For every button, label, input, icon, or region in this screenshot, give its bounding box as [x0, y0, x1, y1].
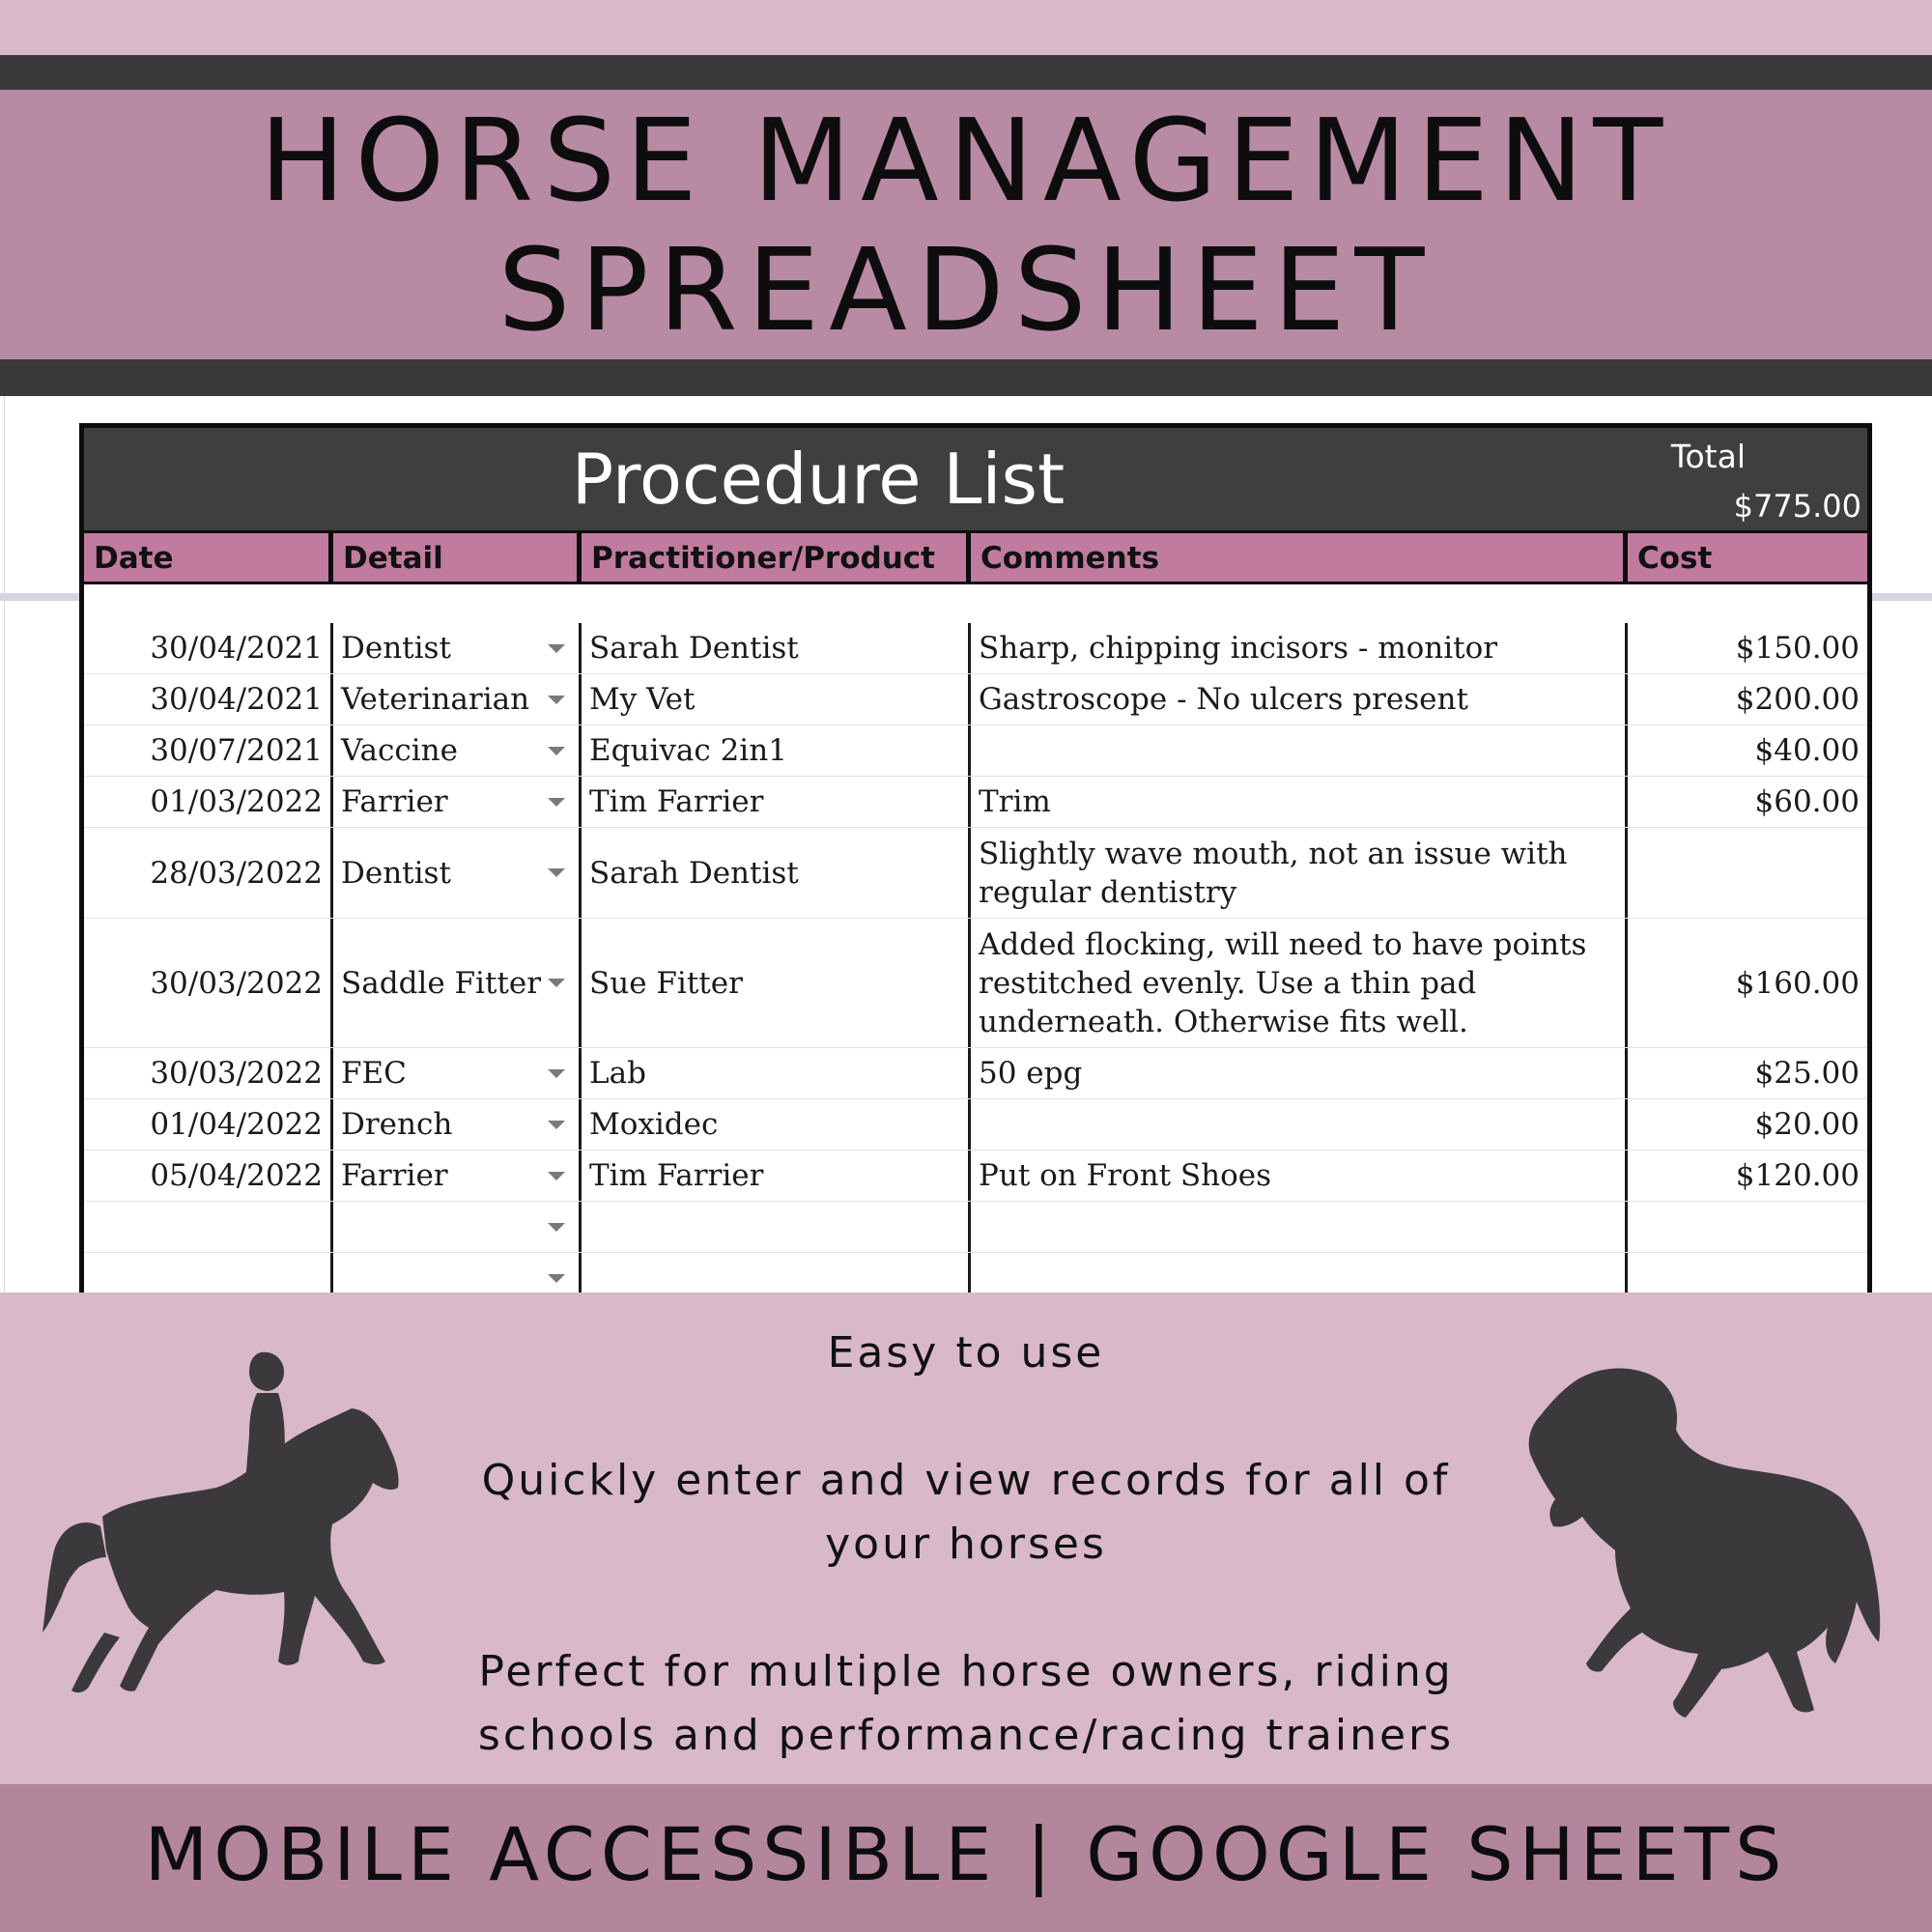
total-value[interactable]: $775.00	[1733, 488, 1861, 525]
cell-comments[interactable]	[971, 725, 1628, 776]
cell-detail[interactable]	[333, 1253, 582, 1293]
cell-date-text: 01/03/2022	[150, 784, 323, 819]
cell-comments[interactable]	[971, 1048, 1628, 1098]
features-band	[0, 1293, 1932, 1784]
cell-practitioner[interactable]	[582, 1202, 971, 1252]
cell-cost[interactable]	[1628, 674, 1867, 724]
cell-cost-text: $40.00	[1754, 733, 1860, 768]
cell-cost-text: $25.00	[1754, 1056, 1860, 1091]
cell-cost-text: $160.00	[1735, 965, 1860, 1001]
cell-practitioner[interactable]	[582, 828, 971, 918]
cell-date-text: 30/04/2021	[150, 631, 323, 666]
cell-comments-text: Put on Front Shoes	[979, 1158, 1272, 1193]
cell-date-text: 30/07/2021	[150, 733, 323, 768]
cell-cost[interactable]	[1628, 1151, 1867, 1201]
table-row[interactable]	[84, 674, 1867, 725]
top-light-band	[0, 0, 1932, 55]
procedure-rows	[84, 623, 1867, 1293]
cell-practitioner[interactable]	[582, 777, 971, 827]
cell-practitioner-text: Sarah Dentist	[589, 631, 799, 666]
cell-comments[interactable]	[971, 1202, 1628, 1252]
cell-detail[interactable]	[333, 828, 582, 918]
cell-date[interactable]	[84, 623, 333, 673]
cell-cost[interactable]	[1628, 1048, 1867, 1098]
column-header-detail[interactable]: Detail	[333, 533, 577, 582]
feature-easy-to-use: Easy to use	[827, 1328, 1105, 1378]
cell-practitioner[interactable]	[582, 1099, 971, 1150]
banner-title-line-2: SPREADSHEET	[497, 222, 1435, 356]
column-header-practitioner[interactable]: Practitioner/Product	[582, 533, 966, 582]
dropdown-arrow-icon[interactable]	[548, 696, 565, 704]
cell-practitioner-text: Equivac 2in1	[589, 733, 787, 768]
cell-cost-text: $20.00	[1754, 1107, 1860, 1142]
cell-detail[interactable]	[333, 674, 582, 724]
cell-detail[interactable]	[333, 1048, 582, 1098]
cell-detail-text: Farrier	[341, 784, 448, 819]
dropdown-arrow-icon[interactable]	[548, 747, 565, 755]
cell-comments[interactable]	[971, 777, 1628, 827]
table-row[interactable]	[84, 1253, 1867, 1293]
cell-date[interactable]	[84, 1253, 333, 1293]
cell-cost[interactable]	[1628, 828, 1867, 918]
dropdown-arrow-icon[interactable]	[548, 1121, 565, 1129]
cell-detail-text: Farrier	[341, 1158, 448, 1193]
cell-detail-text: Drench	[341, 1107, 453, 1142]
procedure-table	[79, 423, 1872, 1293]
footer-text: MOBILE ACCESSIBLE | GOOGLE SHEETS	[144, 1811, 1788, 1897]
cell-detail-text: Veterinarian	[341, 682, 530, 717]
dropdown-arrow-icon[interactable]	[548, 1274, 565, 1283]
cell-detail-text: Vaccine	[341, 733, 458, 768]
total-label: Total	[1670, 438, 1746, 475]
spreadsheet-view	[0, 396, 1932, 1293]
cell-date-text: 01/04/2022	[150, 1107, 323, 1142]
table-row[interactable]	[84, 1151, 1867, 1202]
cell-date[interactable]	[84, 674, 333, 724]
banner-title-line-1: HORSE MANAGEMENT	[259, 93, 1673, 227]
horse-rider-silhouette-icon	[43, 1343, 429, 1729]
cell-practitioner-text: Sarah Dentist	[589, 855, 799, 891]
cell-cost-text: $60.00	[1754, 784, 1860, 819]
cell-practitioner-text: Lab	[589, 1056, 646, 1091]
column-header-date[interactable]: Date	[84, 533, 328, 582]
title-banner	[0, 90, 1932, 359]
dropdown-arrow-icon[interactable]	[548, 1223, 565, 1232]
cell-practitioner[interactable]	[582, 674, 971, 724]
cell-practitioner[interactable]	[582, 725, 971, 776]
cell-date-text: 28/03/2022	[150, 855, 323, 891]
procedure-title: Procedure List	[571, 439, 1065, 520]
cell-comments-text: Sharp, chipping incisors - monitor	[979, 631, 1498, 666]
cell-cost[interactable]	[1628, 919, 1867, 1047]
cell-detail-text: Dentist	[341, 855, 451, 891]
column-header-cost[interactable]: Cost	[1628, 533, 1867, 582]
cell-practitioner[interactable]	[582, 623, 971, 673]
cell-cost[interactable]	[1628, 1099, 1867, 1150]
dropdown-arrow-icon[interactable]	[548, 1172, 565, 1180]
cell-detail[interactable]	[333, 725, 582, 776]
cell-date-text: 30/03/2022	[150, 965, 323, 1001]
cell-practitioner[interactable]	[582, 1048, 971, 1098]
cell-detail-text: Dentist	[341, 631, 451, 666]
dropdown-arrow-icon[interactable]	[548, 868, 565, 877]
cell-date-text: 05/04/2022	[150, 1158, 323, 1193]
cell-date-text: 30/03/2022	[150, 1056, 323, 1091]
cell-comments-text: Added flocking, will need to have points restitched evenly. Use a thin pad underneath. Otherwise fits well.	[979, 926, 1587, 1039]
cell-date-text: 30/04/2021	[150, 682, 323, 717]
procedure-header	[84, 428, 1867, 530]
cell-comments-text: Slightly wave mouth, not an issue with regular dentistry	[979, 836, 1568, 910]
cell-practitioner[interactable]	[582, 919, 971, 1047]
cell-detail[interactable]	[333, 1202, 582, 1252]
cell-cost[interactable]	[1628, 1202, 1867, 1252]
cell-date[interactable]	[84, 777, 333, 827]
cell-cost[interactable]	[1628, 777, 1867, 827]
cell-detail-text: Saddle Fitter	[341, 965, 542, 1001]
cell-comments[interactable]	[971, 623, 1628, 673]
cell-comments[interactable]	[971, 828, 1628, 918]
table-row[interactable]	[84, 725, 1867, 777]
cell-practitioner[interactable]	[582, 1253, 971, 1293]
cell-date[interactable]	[84, 1099, 333, 1150]
cell-detail[interactable]	[333, 919, 582, 1047]
feature-quick-records: Quickly enter and view records for all of your horses	[481, 1456, 1451, 1569]
cell-date[interactable]	[84, 725, 333, 776]
cell-cost-text: $150.00	[1735, 631, 1860, 666]
cell-cost[interactable]	[1628, 623, 1867, 673]
cell-comments[interactable]	[971, 1253, 1628, 1293]
table-row[interactable]	[84, 777, 1867, 828]
table-row[interactable]	[84, 828, 1867, 919]
top-dark-bar	[0, 55, 1932, 90]
cell-detail[interactable]	[333, 1151, 582, 1201]
table-row[interactable]	[84, 1048, 1867, 1099]
feature-multiple-owners: Perfect for multiple horse owners, riding schools and performance/racing trainers	[477, 1647, 1455, 1760]
cell-cost-text: $120.00	[1735, 1158, 1860, 1193]
cell-practitioner-text: Tim Farrier	[589, 784, 764, 819]
cell-practitioner-text: Tim Farrier	[589, 1158, 764, 1193]
cell-date[interactable]	[84, 1202, 333, 1252]
cell-date[interactable]	[84, 1151, 333, 1201]
cell-comments-text: 50 epg	[979, 1056, 1083, 1091]
dropdown-arrow-icon[interactable]	[548, 644, 565, 653]
cell-comments[interactable]	[971, 674, 1628, 724]
column-header-comments[interactable]: Comments	[971, 533, 1623, 582]
cell-date[interactable]	[84, 919, 333, 1047]
cell-date[interactable]	[84, 1048, 333, 1098]
cell-detail-text: FEC	[341, 1056, 407, 1091]
table-row[interactable]	[84, 919, 1867, 1048]
features-text	[444, 1321, 1488, 1832]
cell-comments-text: Gastroscope - No ulcers present	[979, 682, 1468, 717]
cell-detail[interactable]	[333, 623, 582, 673]
cell-detail[interactable]	[333, 777, 582, 827]
cell-detail[interactable]	[333, 1099, 582, 1150]
title-dark-bar	[0, 359, 1932, 396]
cell-practitioner-text: Moxidec	[589, 1107, 719, 1142]
table-row[interactable]	[84, 1099, 1867, 1151]
dropdown-arrow-icon[interactable]	[548, 979, 565, 987]
cell-comments[interactable]	[971, 1151, 1628, 1201]
dropdown-arrow-icon[interactable]	[548, 1069, 565, 1078]
cell-practitioner-text: My Vet	[589, 682, 696, 717]
footer-band	[0, 1784, 1932, 1932]
cell-comments[interactable]	[971, 1099, 1628, 1150]
cell-cost[interactable]	[1628, 725, 1867, 776]
cell-practitioner-text: Sue Fitter	[589, 965, 743, 1001]
galloping-horse-silhouette-icon	[1507, 1362, 1884, 1729]
cell-cost[interactable]	[1628, 1253, 1867, 1293]
sheet-gridline	[4, 396, 5, 1293]
cell-comments-text: Trim	[979, 784, 1051, 819]
cell-date[interactable]	[84, 828, 333, 918]
cell-cost-text: $200.00	[1735, 682, 1860, 717]
dropdown-arrow-icon[interactable]	[548, 798, 565, 807]
cell-comments[interactable]	[971, 919, 1628, 1047]
cell-practitioner[interactable]	[582, 1151, 971, 1201]
column-header-row	[84, 530, 1867, 584]
table-row[interactable]	[84, 1202, 1867, 1253]
table-row[interactable]	[84, 623, 1867, 674]
